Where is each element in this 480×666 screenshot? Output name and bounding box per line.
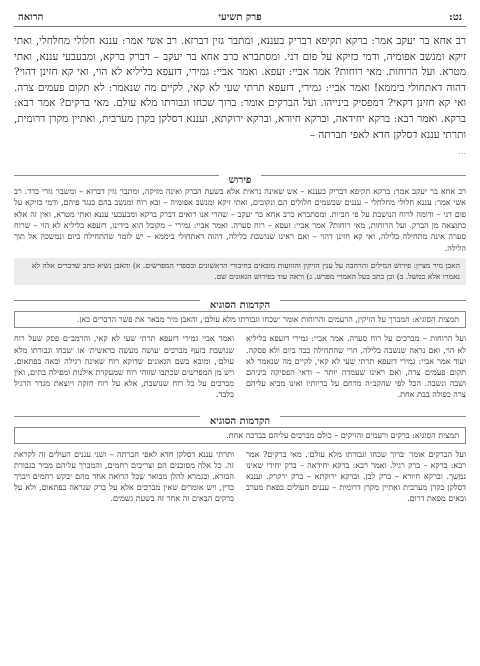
commentary-paragraph: רב אחא בר יעקב אמר: ברקא תקיפא דבריק בעננא – אש שאינה נראית אלא בשעת הברק ואינה מזיקה, ומתבר גזין דברזא – ומשבר גזרי ברד. רב אשי אמר: עננא חלולי מחלחלי – עננים שבשמים חלולים הם ונקובים, ואתי זיקא ומנשב אפומיה – ובא רוח ומנשב בהם כנגד פיהם, ודמי כזיקא על פום דני – ודומה לרוח הנושבת על פי חביות. ומסתברא כרב אחא בר יעקב – שהרי אנו רואים דברק ברקא ומבעבעי עננא ואתי מטרא, ואין זה אלא כתוצאה מן הברק. ועל הרוחות, מאי רוחות? אמר אביי: זעפא – רוח סערה. ואמר אביי: גמירי – מקובל הוא בידינו, דזעפא בליליא לא הוי – שרוח סערה אינה מתחילה בלילה, ואי קא חזינן דהוי – ואם ראינו שנושבת בלילה, דהוה דאתחולי ביממא – יש לומר שהתחילה ביום ונמשכה אל תוך הלילה. <box>14 186 466 253</box>
intro2-col-left-text: ותרתי עננא דסלקן חדא לאפי חברתה – ושני עננים העולים זה לקראת זה. כל אלה מסוכנים הם וצריכים רחמים, והמברך עליהם מכיר בגבורת הבורא. ובגמרא להלן מבואר שכל הרואה אחד מהם יבקש רחמים ויברך כדין, ויש אומרים שאין מברכים אלא על ברק שנראה בפתאום, ולא על ברקים הבאים זה אחר זה בשעת גשמים. <box>14 449 234 504</box>
intro1-columns <box>14 333 466 400</box>
commentary-heading <box>14 168 466 186</box>
commentary-body <box>14 186 466 254</box>
notes-text: האבן מיר מציין: פירוש המילים והרחבה על ענין הזיקין והזוועות מובאים בחיבורי הראשונים ובספרי המפרשים. א) והאבן נשיא כתב שדברים אלה לא נאמרו אלא כמשל. ב) וכן כתב בעל האמרי מפרש. ג) וראה עוד בפירוש הגאונים שם. <box>31 261 460 281</box>
intro1-col-left-text: ואמר אביי גמירי דזעפא תרתי שעי לא קאי, והרמב״ם פסק שעל רוח שנושבת בזעף מברכים ׳עושה מעשה בראשית׳ או ׳שכחו וגבורתו מלא עולם׳, ומובא בשם הגאונים שדוקא רוח שאינה רגילה ובאה בפתאום. ויש מן המפרשים שכתבו שזוהי רוח שמעקרת אילנות ומפילה בתים, ואין מברכים על כל רוח שנושבת, אלא על רוח חזקה ויוצאת מגדר הרגיל בלבד. <box>14 334 234 400</box>
tractate-title: הרואה <box>18 12 44 23</box>
running-head <box>14 10 466 28</box>
intro2-col-right <box>246 449 466 505</box>
notes-box <box>14 258 466 285</box>
intro1-summary-box <box>14 311 466 328</box>
intro1-col-right <box>246 333 466 400</box>
intro1-summary-text: תמצית הסוגיא: המברך על הזיקין, הרעמים והרוחות אומר ׳שכחו וגבורתו מלא עולם׳, והאבן מיר מבאר את פשר הדברים כאן. <box>76 315 459 325</box>
intro2-summary-text: תמצית הסוגיא: ברקים ורעמים והזיקים – כולם מברכים עליהם בברכה אחת. <box>226 430 459 440</box>
intro1-col-left <box>14 333 234 400</box>
main-text <box>14 34 466 160</box>
intro1-col-right-text: ועל הרוחות – מברכים על רוח סערה. אמר אביי: גמירי דזעפא בליליא לא הוי, ואם נראה שנשבה בלילה, הרי שהתחילה כבר ביום ולא פסקה. ועוד אמר אביי: גמירי דזעפא תרתי שעי לא קאי, לקיים מה שנאמר לא תקום פעמים צרה, ואם ראינו שעמדה יותר – ודאי הפסיקה ביניהם ושבה ונשבה. הכל לפי שהקב״ה מרחם על בריותיו ואינו מביא עליהם צרה כפולה בבת אחת. <box>246 334 466 400</box>
intro2-col-right-text: ועל הברקים אומר ׳ברוך שכחו וגבורתו מלא עולם׳. מאי ברקים? אמר רבא: ברקא – ברק רגיל. ואמר רבא: ברקא יחידאה – ברק יחידי שאינו נמשך. וברקא חיורא – ברק לבן. וברקא ירוקתא – ברק ירקרק. ועננא דסלקן בקרן מערבית ואתיין מקרן דרומית – עננים העולים בפאת מערב ובאים מפאת דרום. <box>246 449 466 504</box>
main-text-paragraph: רב אחא בר יעקב אמר: ברקא תקיפא דבריק בעננא, ומתבר גזין דברזא. רב אשי אמר: עננא חלולי מחלחלי, ואתי זיקא ומנשב אפומיה, ודמי כזיקא על פום דני. ומסתברא כרב אחא בר יעקב – דברק ברקא, ומבעבעי עננא, ואתי מטרא. ועל הרוחות. מאי רוחות? אמר אביי: זעפא. ואמר אביי: גמירי, דזעפא בליליא לא הוי, ואי קא חזינן דהוי? דהוה דאתחולי ביממא! ואמר אביי: גמירי, דזעפא תרתי שעי לא קאי, לקיים מה שנאמר: לא תקום פעמים צרה. ואי קא חזינן דקאי? דמפסיק בינייהו. ועל הברקים אומר: ברוך שכחו וגבורתו מלא עולם. מאי ברקים? אמר רבא: ברקא. ואמר רבא: ברקא יחידאה, וברקא חיורא, וברקא ירוקתא, ועננא דסלקן בקרן מערבית, ואתיין מקרן דרומית, ותרתי עננא דסלקן חדא לאפי חברתה – <box>14 35 466 141</box>
page-reference: נט: <box>449 12 462 23</box>
intro2-heading-label: הקדמות הסוגיא <box>200 416 280 427</box>
intro1-heading-label: הקדמות הסוגיא <box>200 300 280 311</box>
chapter-title: פרק תשיעי <box>218 12 262 23</box>
intro2-col-left <box>14 449 234 505</box>
header-divider <box>14 26 466 27</box>
commentary-heading-label: פירוש <box>219 175 262 186</box>
intro1-heading <box>14 293 466 312</box>
intro2-heading <box>14 409 466 427</box>
intro2-columns <box>14 449 466 505</box>
intro2-summary-box <box>14 427 466 444</box>
ellipsis: ... <box>458 147 466 157</box>
